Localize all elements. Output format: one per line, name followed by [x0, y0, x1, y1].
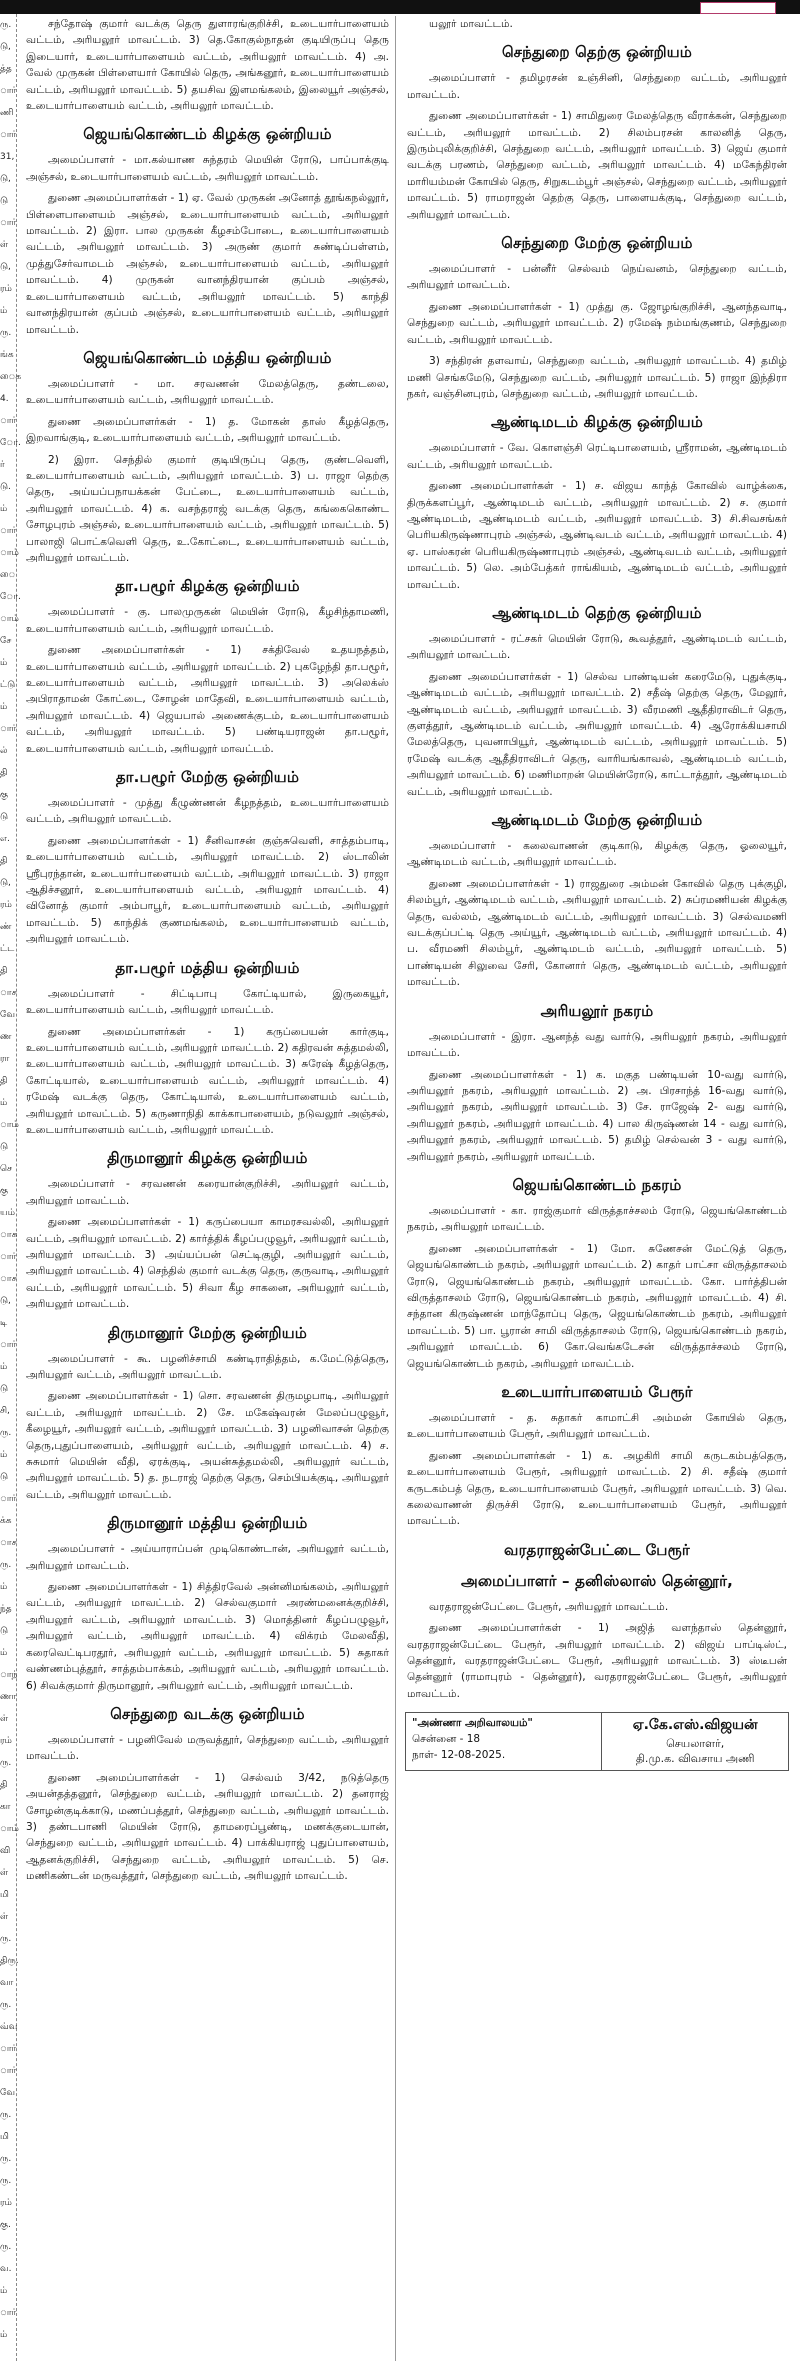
- paragraph: அமைப்பாளர் - ரட்சகர் மெயின் ரோடு, கூவத்தூர், ஆண்டிமடம் வட்டம், அரியலூர் மாவட்டம்.: [407, 632, 787, 662]
- cropped-fragment: டு,: [0, 42, 11, 52]
- section-heading: திருமானூர் மேற்கு ஒன்றியம்: [107, 1323, 308, 1342]
- section-heading: ஆண்டிமடம் தெற்கு ஒன்றியம்: [492, 603, 702, 622]
- cropped-fragment: ள்: [0, 1912, 9, 1922]
- cropped-fragment: வா: [0, 1978, 14, 1988]
- section-heading: ஜெயங்கொண்டம் மத்திய ஒன்றியம்: [83, 348, 332, 367]
- cropped-fragment: ண: [0, 1032, 12, 1042]
- cropped-fragment: ரு.: [0, 2154, 12, 2164]
- paragraph: அமைப்பாளர் - கலைவாணன் குடிகாடு, கிழக்கு தெரு, ஓலையூர், ஆண்டிமடம் வட்டம், அரியலூர் மாவட்டம்.: [407, 840, 787, 869]
- paragraph: அமைப்பாளர் - முத்து கீழுண்ணன் கீழநத்தம், உடையார்பாளையம் வட்டம், அரியலூர் மாவட்டம்.: [26, 797, 389, 826]
- cropped-fragment: ம்: [0, 658, 8, 668]
- cropped-fragment: டு: [0, 1626, 9, 1636]
- cropped-fragment: டு,: [0, 262, 11, 272]
- cropped-fragment: கு: [0, 790, 8, 800]
- cropped-fragment: க்க: [0, 1516, 12, 1526]
- cropped-fragment: ம்: [0, 1450, 8, 1460]
- footer-city: சென்னை - 18: [412, 1733, 481, 1746]
- cropped-fragment: ம்: [0, 1098, 8, 1108]
- section-heading: ஆண்டிமடம் கிழக்கு ஒன்றியம்: [490, 413, 704, 432]
- paragraph: துணை அமைப்பாளர்கள் - 1) சீனிவாசன் குஞ்சுவெளி, சாத்தம்பாடி, உடையார்பாளையம் வட்டம், அரியலூர் மாவட்டம். 2) ஸ்டாலின் ஸ்ரீபுரந்தான், உடையார்பாளையம் வட்டம், அரியலூர் மாவட்டம். 3) ராஜா ஆதிச்சனூர், உடையார்பாளையம் வட்டம், அரியலூர் மாவட்டம். 4) வினோத் குமார் அம்பாபூர், உடையார்பாளையம் வட்டம், அரியலூர் மாவட்டம். 5) காந்திக் குணமங்கலம், உடையார்பாளையம் வட்டம், அரியலூர் மாவட்டம்.: [26, 834, 389, 946]
- cropped-fragment: ாம்: [0, 614, 19, 624]
- signatory-title: செயலாளர்,: [666, 1736, 725, 1750]
- paragraph: அமைப்பாளர் - அய்யாராப்பன் முடிகொண்டான், அரியலூர் வட்டம், அரியலூர் மாவட்டம்.: [26, 1543, 389, 1572]
- paragraph: யலூர் மாவட்டம்.: [429, 18, 513, 30]
- cropped-fragment: கு.: [0, 2220, 11, 2230]
- paragraph: துணை அமைப்பாளர்கள் - 1) முத்து கு. ஜோழங்குறிச்சி, ஆனந்தவாடி, செந்துறை வட்டம், அரியலூர் மாவட்டம். 2) ரமேஷ் நம்மங்குணம், செந்துறை வட்டம், அரியலூர் மாவட்டம்.: [407, 300, 787, 346]
- cropped-fragment: ம்: [0, 306, 8, 316]
- cropped-fragment: சே: [0, 636, 12, 646]
- paragraph: அமைப்பாளர் - சிட்டிபாபு கோட்டியால், இருகையூர், உடையார்பாளையம் வட்டம், அரியலூர் மாவட்டம்.: [26, 987, 389, 1017]
- cropped-fragment: 31,: [0, 152, 15, 162]
- cropped-fragment: ரு.: [0, 2176, 12, 2186]
- cropped-fragment: ந்த: [0, 1604, 12, 1614]
- section-heading: தா.பழூர் மத்திய ஒன்றியம்: [115, 958, 300, 977]
- paragraph: அமைப்பாளர் - சரவணன் கரையான்குறிச்சி, அரியலூர் வட்டம், அரியலூர் மாவட்டம்.: [26, 1178, 389, 1207]
- cropped-fragment: ணா: [0, 1692, 17, 1702]
- right-content-column: [401, 16, 793, 2361]
- cropped-fragment: ம்: [0, 1648, 8, 1658]
- cropped-fragment: தி: [0, 966, 8, 976]
- section-heading: செந்துறை மேற்கு ஒன்றியம்: [501, 234, 693, 253]
- paragraph: அமைப்பாளர் - த. சுதாகர் காமாட்சி அம்மன் கோயில் தெரு, உடையார்பாளையம் பேரூர், அரியலூர் மாவட்டம்.: [407, 1412, 787, 1441]
- paragraph: துணை அமைப்பாளர்கள் - 1) செல்வம் 3/42, நடுத்தெரு அயன்தத்தனூர், செந்துறை வட்டம், அரியலூர் மாவட்டம். 2) தனராஜ் சோழன்குடிக்காடு, மணப்பத்தூர், செந்துறை வட்டம், அரியலூர் மாவட்டம். 3) தண்டபாணி மெயின் ரோடு, தாமரைப்பூண்டி, மணக்குடையான், செந்துறை வட்டம், அரியலூர் மாவட்டம். 4) பாக்கியராஜ் புதுப்பாளையம், ஆதனக்குறிச்சி, செந்துறை வட்டம், அரியலூர் மாவட்டம். 5) செ. மணிகண்டன் மருவத்தூர், செந்துறை வட்டம், அரியலூர் மாவட்டம்.: [26, 1771, 389, 1883]
- paragraph: அமைப்பாளர் - பன்னீர் செல்வம் நெய்வனம், செந்துறை வட்டம், அரியலூர் மாவட்டம்.: [407, 263, 787, 292]
- cropped-fragment: ரு.: [0, 2242, 12, 2252]
- cropped-fragment: ர்: [0, 460, 5, 470]
- cropped-fragment: ரு.: [0, 328, 12, 338]
- cropped-fragment: ரா: [0, 1054, 10, 1064]
- cropped-fragment: ள்: [0, 240, 9, 250]
- cropped-fragment: ரு.: [0, 2000, 12, 2010]
- paragraph: அமைப்பாளர் - பழனிவேல் மருவத்தூர், செந்துறை வட்டம், அரியலூர் மாவட்டம்.: [26, 1733, 389, 1763]
- cropped-fragment: ரு.: [0, 1758, 12, 1768]
- cropped-fragment: ணி: [0, 108, 14, 118]
- section-heading: தா.பழூர் மேற்கு ஒன்றியம்: [115, 768, 300, 787]
- cropped-fragment: ார்: [0, 416, 17, 426]
- cropped-fragment: ரம்: [0, 1736, 12, 1746]
- cropped-fragment: டு: [0, 1472, 9, 1482]
- paragraph: அமைப்பாளர் - மா.கல்யாண சுந்தரம் மெயின் ரோடு, பாப்பாக்குடி அஞ்சல், உடையார்பாளையம் வட்டம், அரியலூர் மாவட்டம்.: [26, 154, 389, 183]
- signatory-name: ஏ.கே.எஸ்.விஜயன்: [632, 1717, 758, 1734]
- paragraph: துணை அமைப்பாளர்கள் - 1) க. அழகிரி சாமி கருடகம்பத்தெரு, உடையார்பாளையம் பேரூர், அரியலூர் மாவட்டம். 2) சி. சதீஷ் குமார் கருடகம்பத் தெரு, உடையார்பாளையம் பேரூர், அரியலூர் மாவட்டம். 3) வெ. கலைவாணன் திருச்சி ரோடு, உடையார்பாளையம் பேரூர், அரியலூர் மாவட்டம்.: [407, 1449, 787, 1528]
- cropped-fragment: ார்: [0, 2044, 17, 2054]
- paragraph: 2) இரா. செந்தில் குமார் குடியிருப்பு தெரு, குண்டவெளி, உடையார்பாளையம் வட்டம், அரியலூர் மாவட்டம். 3) ப. ராஜா தெற்கு தெரு, அய்யப்பநாயக்கன் பேட்டை, உடையார்பாளையம் வட்டம், அரியலூர் மாவட்டம். 4) க. வசந்தராஜ் வடக்கு தெரு, கங்கைகொண்ட சோழபுரம் அஞ்சல், உடையார்பாளையம் வட்டம், அரியலூர் மாவட்டம். 5) பாலாஜி பொட்கவெளி தெரு, உ.கோட்டை, உடையார்பாளையம் வட்டம், அரியலூர் மாவட்டம்.: [26, 453, 389, 564]
- paragraph: அமைப்பாளர் - கா. ராஜ்குமார் விருத்தாச்சலம் ரோடு, ஜெயங்கொண்டம் நகரம், அரியலூர் மாவட்டம்.: [407, 1204, 787, 1234]
- cropped-fragment: ரு.: [0, 1428, 12, 1438]
- cropped-fragment: ண்: [0, 922, 12, 932]
- left-cropped-column: [0, 14, 22, 2361]
- paragraph: துணை அமைப்பாளர்கள் - 1) சொ. சரவணன் திருமழபாடி, அரியலூர் வட்டம், அரியலூர் மாவட்டம். 2) சே. மகேஷ்வரன் மேலப்பழுவூர், கீழையூர், அரியலூர் வட்டம், அரியலூர் மாவட்டம். 3) பழனிவாசன் தெற்கு தெரு,புதுப்பாளையம், அரியலூர் வட்டம், அரியலூர் மாவட்டம். 4) ச. சுசுமார் மெயின் வீதி, ஏரக்குடி, அயன்சுத்தமல்லி, அரியலூர் வட்டம், அரியலூர் மாவட்டம். 5) த. நடராஜ் தெற்கு தெரு, செம்பியக்குடி, அரியலூர் வட்டம், அரியலூர் மாவட்டம்.: [26, 1390, 389, 1501]
- cropped-fragment: செ: [0, 1164, 12, 1174]
- cropped-fragment: ம்: [0, 702, 8, 712]
- cropped-fragment: ார்: [0, 1252, 17, 1262]
- cropped-fragment: ார்: [0, 1340, 17, 1350]
- cropped-fragment: ார்: [0, 130, 17, 140]
- cropped-fragment: வ்வ: [0, 2022, 18, 2032]
- cropped-fragment: ோ.: [0, 592, 21, 602]
- cropped-fragment: டு: [0, 1384, 9, 1394]
- cropped-fragment: எ.: [0, 834, 10, 844]
- cropped-fragment: ட்டு: [0, 680, 16, 690]
- paragraph: துணை அமைப்பாளர்கள் - 1) த. மோகன் தாஸ் கீழத்தெரு, இறவாங்குடி, உடையார்பாளையம் வட்டம், அரியலூர் மாவட்டம்.: [26, 415, 389, 445]
- cropped-fragment: ாந்: [0, 1670, 18, 1680]
- section-heading: அமைப்பாளர் – தனிஸ்லாஸ் தென்னூர்,: [460, 1571, 734, 1590]
- section-heading: திருமானூர் கிழக்கு ஒன்றியம்: [107, 1149, 308, 1168]
- cropped-fragment: டு: [0, 812, 9, 822]
- cropped-fragment: ோ.: [0, 438, 21, 448]
- section-heading: அரியலூர் நகரம்: [540, 1001, 654, 1020]
- cropped-fragment: தி: [0, 1076, 8, 1086]
- cropped-fragment: ரம்: [0, 284, 12, 294]
- section-heading: தா.பழூர் கிழக்கு ஒன்றியம்: [115, 577, 300, 596]
- cropped-fragment: தி: [0, 768, 8, 778]
- cropped-fragment: டு: [0, 1142, 9, 1152]
- cropped-fragment: டு: [0, 196, 9, 206]
- cropped-fragment: கு: [0, 1186, 8, 1196]
- paragraph: அமைப்பாளர் - இரா. ஆனந்த் வது வார்டு, அரியலூர் நகரம், அரியலூர் மாவட்டம்.: [407, 1030, 787, 1060]
- paragraph: துணை அமைப்பாளர்கள் - 1) கருப்பையன் கார்குடி, உடையார்பாளையம் வட்டம், அரியலூர் மாவட்டம். 2) கதிரவன் சுத்தமல்லி, உடையார்பாளையம் வட்டம், அரியலூர் மாவட்டம். 3) சுரேஷ் கீழத்தெரு, கோட்டியால், உடையார்பாளையம் வட்டம், அரியலூர் மாவட்டம். 4) ரமேஷ் வடக்கு தெரு, கோட்டியால், உடையார்பாளையம் வட்டம், அரியலூர் மாவட்டம். 5) கருணாநிதி காக்காபாளையம், நடுவலூர் அஞ்சல், உடையார்பாளையம் வட்டம், அரியலூர் மாவட்டம்.: [26, 1025, 389, 1136]
- cropped-fragment: ை: [0, 570, 16, 580]
- cropped-fragment: வே: [0, 2088, 16, 2098]
- cropped-fragment: டு.: [0, 482, 11, 492]
- cropped-fragment: ார்: [0, 86, 17, 96]
- paragraph: துணை அமைப்பாளர்கள் - 1) ராஜதுரை அம்மன் கோவில் தெரு புக்குழி, சிலம்பூர், ஆண்டிமடம் வட்டம், அரியலூர் மாவட்டம். 2) சுப்ரமணியன் கிழக்கு தெரு, வல்லம், ஆண்டிமடம் வட்டம், அரியலூர் மாவட்டம். 3) செல்வமணி வடக்குப்பட்டி தெரு அய்யூர், ஆண்டிமடம் வட்டம், அரியலூர் மாவட்டம். 4) ப. வீரமணி சிலம்பூர், ஆண்டிமடம் வட்டம், அரியலூர் மாவட்டம். 5) பாண்டியன் சிலுவை சேரி, கோனார் தெரு, ஆண்டிமடம் வட்டம், அரியலூர் மாவட்டம்.: [407, 877, 787, 989]
- cropped-fragment: தி: [0, 1780, 8, 1790]
- cropped-fragment: தி: [0, 856, 8, 866]
- cropped-fragment: ம்: [0, 2330, 8, 2340]
- paragraph: அமைப்பாளர் - மா. சரவணன் மேலத்தெரு, தண்டலை, உடையார்பாளையம் வட்டம், அரியலூர் மாவட்டம்.: [26, 377, 389, 407]
- section-heading: உடையார்பாளையம் பேரூர்: [501, 1383, 693, 1401]
- paragraph: அமைப்பாளர் - கூ. பழனிச்சாமி கண்டிராதித்தம், க.மேட்டுத்தெரு, அரியலூர் வட்டம், அரியலூர் மாவட்டம்.: [26, 1352, 389, 1381]
- cropped-fragment: ாச: [0, 988, 17, 998]
- cropped-fragment: ாம்: [0, 548, 19, 558]
- paragraph: துணை அமைப்பாளர்கள் - 1) செல்வ பாண்டியன் கரைமேடு, புதுக்குடி, ஆண்டிமடம் வட்டம், அரியலூர் மாவட்டம். 2) சதீஷ் தெற்கு தெரு, மேலூர், ஆண்டிமடம் வட்டம், அரியலூர் மாவட்டம். 3) வீரமணி ஆதீதிராவிடர் தெரு, குளத்தூர், ஆண்டிமடம் வட்டம், அரியலூர் மாவட்டம். 4) ஆரோக்கியசாமி மேலத்தெரு, புவனாபியூர், ஆண்டிமடம் வட்டம், அரியலூர் மாவட்டம். 5) ரமேஷ் வடக்கு ஆதீதிராவிடர் தெரு, வாரியங்காவல், ஆண்டிமடம் வட்டம், அரியலூர் மாவட்டம். 6) மணிமாறன் மெயின்ரோடு, காட்டாத்தூர், ஆண்டிமடம் வட்டம், அரியலூர் மாவட்டம்.: [407, 670, 787, 798]
- cropped-fragment: ாம்: [0, 1120, 19, 1130]
- cropped-fragment: ரு.: [0, 2110, 12, 2120]
- cropped-fragment: த்த: [0, 64, 12, 74]
- cropped-fragment: ம்: [0, 1362, 8, 1372]
- cropped-fragment: ங்க: [0, 350, 14, 360]
- cropped-fragment: ள்: [0, 1714, 9, 1724]
- paragraph: அமைப்பாளர் - தமிழரசன் உஞ்சினி, செந்துறை வட்டம், அரியலூர் மாவட்டம்.: [407, 72, 787, 101]
- paragraph: சந்தோஷ் குமார் வடக்கு தெரு துளாரங்குறிச்சி, உடையார்பாளையம் வட்டம், அரியலூர் மாவட்டம். 3) தெ.கோகுல்நாதன் குடியிருப்பு தெரு இடையார், உடையார்பாளையம் வட்டம், அரியலூர் மாவட்டம். 4) அ. வேல் முருகன் பிள்ளையார் கோயில் தெரு, அங்கனூர், உடையார்பாளையம் வட்டம், அரியலூர் மாவட்டம். 5) தயசிவ இளமங்கலம், இலையூர் அஞ்சல், உடையார்பாளையம் வட்டம், அரியலூர் மாவட்டம்.: [26, 18, 389, 113]
- cropped-fragment: ரம்: [0, 900, 12, 910]
- section-heading: ஆண்டிமடம் மேற்கு ஒன்றியம்: [491, 811, 703, 830]
- cropped-fragment: ல்: [0, 746, 8, 756]
- cropped-fragment: ார்: [0, 2066, 17, 2076]
- paragraph: துணை அமைப்பாளர்கள் - 1) க. மகுத பண்டியன் 10-வது வார்டு, அரியலூர் நகரம், அரியலூர் மாவட்டம். 2) அ. பிரசாந்த் 16-வது வார்டு, அரியலூர் நகரம், அரியலூர் மாவட்டம். 3) சே. ராஜேஷ் 2- வது வார்டு, அரியலூர் நகரம், அரியலூர் மாவட்டம். 4) பால கிருஷ்ணன் 14 - வது வார்டு, அரியலூர் நகரம், அரியலூர் மாவட்டம். 5) தமிழ் செல்வன் 3 - வது வார்டு, அரியலூர் நகரம், அரியலூர் மாவட்டம்.: [407, 1068, 787, 1163]
- section-heading: ஜெயங்கொண்டம் கிழக்கு ஒன்றியம்: [83, 125, 332, 144]
- footer-signatory: [602, 1713, 788, 1769]
- cropped-fragment: ார்: [0, 218, 17, 228]
- section-heading: வரதராஜன்பேட்டை பேரூர்: [504, 1540, 690, 1559]
- section-heading: திருமானூர் மத்திய ஒன்றியம்: [107, 1514, 308, 1533]
- right-column-body: [401, 16, 793, 1702]
- cropped-fragment: ரு.: [0, 20, 12, 30]
- signatory-wing: தி.மு.க. விவசாய அணி: [635, 1752, 755, 1766]
- left-content-column: [20, 16, 396, 2361]
- paragraph: துணை அமைப்பாளர்கள் - 1) சாமிதுரை மேலத்தெரு வீராக்கன், செந்துறை வட்டம், அரியலூர் மாவட்டம். 2) சிலம்பரசன் காலனித் தெரு, இரும்புலிக்குறிச்சி, செந்துறை வட்டம், அரியலூர் மாவட்டம். 3) ஜெய் குமார் வடக்கு பரணம், செந்துறை வட்டம், அரியலூர் மாவட்டம். 4) மகேந்திரன் மாரியம்மன் கோயில் தெரு, சிறுகடம்பூர் அஞ்சல், செந்துறை வட்டம், அரியலூர் மாவட்டம். 5) ராமராஜன் தெற்கு தெரு, பாளையக்குடி, செந்துறை வட்டம், அரியலூர் மாவட்டம்.: [407, 110, 787, 221]
- cropped-fragment: ரு.: [0, 1934, 12, 1944]
- paragraph: துணை அமைப்பாளர்கள் - 1) ஏ. வேல் முருகன் அனோத் தூங்கநல்லூர், பிள்ளைபாளையம் அஞ்சல், உடையார்பாளையம் வட்டம், அரியலூர் மாவட்டம். 2) இரா. பால முருகன் கீழசம்போடை, உடையார்பாளையம் வட்டம், அரியலூர் மாவட்டம். 3) அருண் குமார் சுண்டிப்பள்ளம், முத்துசேர்வாமடம் அஞ்சல், உடையார்பாளையம் வட்டம், அரியலூர் மாவட்டம். 4) முருகன் வானந்திரயான் குப்பம் அஞ்சல், உடையார்பாளையம் வட்டம், அரியலூர் மாவட்டம். 5) காந்தி வானந்திரயான் குப்பம் அஞ்சல், உடையார்பாளையம் வட்டம், அரியலூர் மாவட்டம்.: [26, 192, 389, 336]
- cropped-fragment: திரு.: [0, 1956, 19, 1966]
- cropped-fragment: ாச: [0, 1538, 17, 1548]
- cropped-fragment: ள்: [0, 1868, 9, 1878]
- cropped-fragment: டு,: [0, 1296, 11, 1306]
- cropped-fragment: ம்: [0, 2286, 8, 2296]
- paragraph: துணை அமைப்பாளர்கள் - 1) கருப்பையா காமரசவல்லி, அரியலூர் வட்டம், அரியலூர் மாவட்டம். 2) கார்த்திக் கீழப்பழுவூர், அரியலூர் வட்டம், அரியலூர் மாவட்டம். 3) அய்யப்பன் செட்டிகுழி, அரியலூர் வட்டம், அரியலூர் மாவட்டம். 4) செந்தில் குமார் வடக்கு தெரு, குருவாடி, அரியலூர் வட்டம், அரியலூர் மாவட்டம். 5) சிவா கீழ சாகனை, அரியலூர் வட்டம், அரியலூர் மாவட்டம்.: [26, 1216, 389, 1311]
- cropped-fragment: சி,: [0, 1406, 10, 1416]
- paragraph: 3) சந்திரன் தளவாய், செந்துறை வட்டம், அரியலூர் மாவட்டம். 4) தமிழ் மணி செங்கமேடு, செந்துறை வட்டம், அரியலூர் மாவட்டம். 5) ராஜா இந்திரா நகர், வஞ்சினபுரம், செந்துறை வட்டம், அரியலூர் மாவட்டம்.: [407, 355, 787, 400]
- footer-office: "அண்ணா அறிவாலயம்": [412, 1717, 533, 1730]
- cropped-fragment: ைக: [0, 372, 22, 382]
- paragraph: துணை அமைப்பாளர்கள் - 1) மோ. சுணேசன் மேட்டுத் தெரு, ஜெயங்கொண்டம் நகரம், அரியலூர் மாவட்டம். 2) காதர் பாட்சா விருத்தாசலம் ரோடு, ஜெயங்கொண்டம் நகரம், அரியலூர் மாவட்டம். கோ. பார்த்திபன் விருத்தாசலம் ரோடு, ஜெயங்கொண்டம் நகரம், அரியலூர் மாவட்டம். 4) சி. சந்தான கிருஷ்ணன் மாந்தோப்பு தெரு, ஜெயங்கொண்டம் நகரம், அரியலூர் மாவட்டம். 5) பா. பூரான் சாமி விருத்தாசலம் ரோடு, ஜெயங்கொண்டம் நகரம், அரியலூர் மாவட்டம். 6) கோ.வெங்கடேசன் விருத்தாச்சலம் ரோடு, ஜெயங்கொண்டம் நகரம், அரியலூர் மாவட்டம்.: [407, 1242, 787, 1370]
- section-heading: செந்துறை வடக்கு ஒன்றியம்: [110, 1704, 305, 1723]
- cropped-fragment: ார்: [0, 526, 17, 536]
- cropped-fragment: ரம்: [0, 2198, 12, 2208]
- cropped-fragment: டி: [0, 1318, 8, 1328]
- cropped-fragment: மி: [0, 2132, 9, 2142]
- cropped-fragment: வ.: [0, 2264, 12, 2274]
- cropped-fragment: ரு.: [0, 1560, 12, 1570]
- cropped-fragment: வே: [0, 1010, 16, 1020]
- paragraph: துணை அமைப்பாளர்கள் - 1) அஜித் வளந்தாஸ் தென்னூர், வரதராஜன்பேட்டை பேரூர், அரியலூர் மாவட்டம். 2) விஜய் பாப்டிஸ்ட், தென்னூர், வரதராஜன்பேட்டை பேரூர், அரியலூர் மாவட்டம். 3) ஸ்டீபன் தென்னூர் (ராமாபுரம் - தென்னூர்), வரதராஜன்பேட்டை பேரூர், அரியலூர் மாவட்டம்.: [407, 1622, 787, 1700]
- paragraph: அமைப்பாளர் - வே. கொளஞ்சி ரெட்டிபாளையம், ஸ்ரீராமன், ஆண்டிமடம் வட்டம், அரியலூர் மாவட்டம்.: [407, 442, 787, 471]
- footer-place-date: [406, 1713, 602, 1769]
- cropped-fragment: 4.: [0, 394, 9, 404]
- top-label-box: [700, 2, 776, 14]
- paragraph: துணை அமைப்பாளர்கள் - 1) சித்திரவேல் அன்னிமங்கலம், அரியலூர் வட்டம், அரியலூர் மாவட்டம். 2) செல்வகுமார் அரண்மனைக்குறிச்சி, அரியலூர் வட்டம், அரியலூர் மாவட்டம். 3) மொத்தினர் கீழப்பழுவூர், அரியலூர் வட்டம், அரியலூர் மாவட்டம். 4) விக்ரம் மேலவீதி, கரைவெட்டிபரதூர், அரியலூர் வட்டம், அரியலூர் மாவட்டம். 5) சுதாகர் வண்ணம்புத்தூர், சாத்தம்பாக்கம், அரியலூர் வட்டம், அரியலூர் மாவட்டம். 6) சிவக்குமார் திருமானூர், அரியலூர் வட்டம், அரியலூர் மாவட்டம்.: [26, 1581, 389, 1692]
- section-heading: செந்துறை தெற்கு ஒன்றியம்: [501, 43, 693, 62]
- cropped-fragment: ார்: [0, 1494, 17, 1504]
- cropped-fragment: ம்: [0, 1582, 8, 1592]
- cropped-fragment: கா: [0, 1802, 11, 1812]
- cropped-fragment: டு,: [0, 878, 11, 888]
- footer-date: நாள்- 12-08-2025.: [412, 1748, 506, 1761]
- top-banner-bar: [0, 0, 800, 14]
- paragraph: துணை அமைப்பாளர்கள் - 1) ச. விஜய காந்த் கோவில் வாழ்க்கை, திருக்களப்பூர், ஆண்டிமடம் வட்டம், அரியலூர் மாவட்டம். 2) ச. குமார் ஆண்டிமடம், ஆண்டிமடம் வட்டம், அரியலூர் மாவட்டம். 3) சி.சிவசங்கர் பெரியகிருஷ்ணாபுரம் அஞ்சல், ஆண்டிவடம் வட்டம், அரியலூர் மாவட்டம். 4) ஏ. பாஸ்கரன் பெரியகிருஷ்ணாபுரம் அஞ்சல், ஆண்டிவடம் வட்டம், அரியலூர் மாவட்டம். 5) லெ. அம்பேத்கர் ராங்கியம், ஆண்டிமடம் வட்டம், அரியலூர் மாவட்டம்.: [407, 480, 787, 591]
- cropped-fragment: ட்ட: [0, 944, 15, 954]
- cropped-fragment: மி: [0, 1890, 9, 1900]
- cropped-fragment: ாச: [0, 1274, 17, 1284]
- cropped-fragment: வி: [0, 1846, 11, 1856]
- cropped-fragment: ாம்: [0, 1824, 19, 1834]
- paragraph: வரதராஜன்பேட்டை பேரூர், அரியலூர் மாவட்டம்.: [429, 1600, 669, 1613]
- cropped-fragment: டு,: [0, 174, 11, 184]
- paragraph: அமைப்பாளர் - கு. பாலமுருகன் மெயின் ரோடு, கீழசிந்தாமணி, உடையார்பாளையம் வட்டம், அரியலூர் மாவட்டம்.: [26, 606, 389, 635]
- signature-footer: [405, 1712, 789, 1770]
- section-heading: ஜெயங்கொண்டம் நகரம்: [512, 1175, 682, 1194]
- cropped-fragment: ம்: [0, 504, 8, 514]
- paragraph: துணை அமைப்பாளர்கள் - 1) சக்திவேல் உதயநத்தம், உடையார்பாளையம் வட்டம், அரியலூர் மாவட்டம். 2) புகழேந்தி தா.பழூர், உடையார்பாளையம் வட்டம், அரியலூர் மாவட்டம். 3) அலெக்ஸ் அபிராதாமன் கோட்டை, சோழன் மாதேவி, உடையார்பாளையம் வட்டம், அரியலூர் மாவட்டம். 4) ஜெயபால் அணைக்குடம், உடையார்பாளையம் வட்டம், அரியலூர் மாவட்டம். 5) பண்டியராஜன் தா.பழூர், உடையார்பாளையம் வட்டம், அரியலூர் மாவட்டம்.: [26, 644, 389, 755]
- cropped-fragment: ாக: [0, 1230, 18, 1240]
- cropped-fragment: ார்: [0, 2308, 17, 2318]
- cropped-fragment: யம்: [0, 1208, 15, 1218]
- cropped-fragment: ார்: [0, 724, 17, 734]
